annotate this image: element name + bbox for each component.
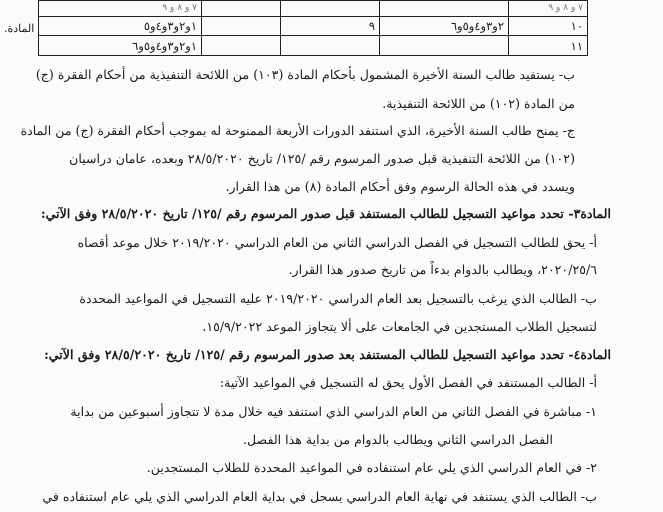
table-cell: ۷ و ۸ و ۹ xyxy=(39,1,202,17)
paragraph-line: لتسجيل الطلاب المستجدين في الجامعات على ألا يتجاوز الموعد ۱٥/۹/۲۰۲۲. xyxy=(202,319,597,334)
paragraph-line: ۱- مباشرة في الفصل الثاني من العام الدراسي الذي استنفد فيه خلال مدة لا تتجاوز أسبوعين من بداية xyxy=(70,404,597,419)
paragraph-line: ب- الطالب الذي يرغب بالتسجيل بعد العام الدراسي ۲۰۱۹/۲۰۲۰ عليه التسجيل في المواعيد المحددة xyxy=(79,291,597,306)
table-cell-count: ۹ xyxy=(281,16,380,36)
table-row xyxy=(39,16,588,36)
table-cell-terms: ۲و۳و٤و٥و٦ xyxy=(380,16,509,36)
table-side-column xyxy=(0,0,39,56)
table-cell xyxy=(202,1,281,17)
table-cell xyxy=(380,36,509,56)
table-cell xyxy=(380,1,509,17)
paragraph-line: من المادة (۱۰۲) من اللائحة التنفيذية. xyxy=(382,96,575,111)
paragraph-line: ۲٥/٦/۲۰۲۰، ويطالب بالدوام بدءاً من تاريخ صدور هذا القرار. xyxy=(288,262,597,277)
table-cell: ۷ و ۸ و ۹ xyxy=(509,1,588,17)
paragraph-line: ب- يستفيد طالب السنة الأخيرة المشمول بأحكام المادة (۱۰۳) من اللائحة التنفيذية من أحكام الفقرة (ج) xyxy=(35,67,575,82)
table-header-row xyxy=(39,1,588,17)
paragraph-line: ويسدد في هذه الحالة الرسوم وفق أحكام المادة (۸) من هذا القرار. xyxy=(225,179,575,194)
paragraph-line: أ- الطالب المستنفد في الفصل الأول يحق له التسجيل في المواعيد الآتية: xyxy=(219,375,597,390)
paragraph-line: ب- الطالب الذي يستنفد في نهاية العام الدراسي يسجل في بداية العام الدراسي الذي يلي عام استنفاده في xyxy=(42,489,597,504)
paragraph-line: (۱۰۲) من اللائحة التنفيذية قبل صدور المرسوم رقم /۱۲٥/ تاريخ ۲۸/٥/۲۰۲۰ وبعده، عامان دراسيان xyxy=(69,151,575,166)
table-cell xyxy=(281,1,380,17)
paragraph-line: ج- يمنح طالب السنة الأخيرة، الذي استنفد الدورات الأربعة الممنوحة له بموجب أحكام الفقرة (ج) من المادة xyxy=(20,123,575,138)
table-cell-terms: ۱و۲و۳و٤و٥ xyxy=(39,16,202,36)
table-cell-terms: ۱و۲و۳و٤و٥و٦ xyxy=(39,36,202,56)
table-row xyxy=(39,36,588,56)
paragraph-line: أ- يحق للطالب التسجيل في الفصل الدراسي الثاني من العام الدراسي ۲۰۱۹/۲۰۲۰ خلال موعد أقصاه xyxy=(77,235,597,250)
table-cell-seq: ۱۱ xyxy=(509,36,588,56)
side-label: المادة. xyxy=(4,22,35,35)
article-heading: المادة٣- تحدد مواعيد التسجيل للطالب المستنفد قبل صدور المرسوم رقم /۱۲٥/ تاريخ ۲۸/٥/۲۰۲۰ وفق الآتي: xyxy=(40,206,611,221)
paragraph-line: الفصل الدراسي الثاني ويطالب بالدوام من بداية هذا الفصل. xyxy=(243,432,553,447)
table-cell-seq: ۱۰ xyxy=(509,16,588,36)
table-cell xyxy=(202,16,281,36)
table-cell xyxy=(202,36,281,56)
article-heading: المادة٤- تحدد مواعيد التسجيل للطالب المستنفد بعد صدور المرسوم رقم /۱۲٥/ تاريخ ۲۸/٥/۲۰۲۰ وفق الآتي: xyxy=(44,347,611,362)
paragraph-line: ۲- في العام الدراسي الذي يلي عام استنفاده في المواعيد المحددة للطلاب المستجدين. xyxy=(146,460,597,475)
eligibility-table xyxy=(38,0,588,56)
table-cell xyxy=(281,36,380,56)
